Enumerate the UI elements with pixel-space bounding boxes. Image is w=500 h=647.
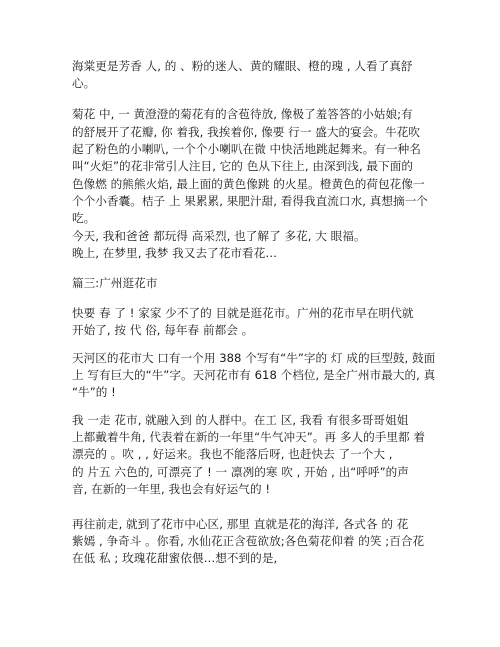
text-line: 天河区的花市大 口有一个用 388 个写有“牛”字的 灯 成的巨型鼓, 鼓面 (72, 351, 436, 365)
text-line: 音, 在新的一年里, 我也会有好运气的 ! (72, 482, 271, 496)
text-line: 再往前走, 就到了花市中心区, 那里 直就是花的海洋, 各式各 的 花 (72, 517, 409, 531)
text-line: 紫嫣 , 争奇斗 。你看, 水仙花正含苞欲放;各色菊花仰着 的笑 ;百合花 (72, 534, 425, 548)
text-line: 个个小香囊。桔子 上 果累累, 果肥汁甜, 看得我直流口水, 真想摘一个 (72, 194, 428, 208)
text-line: 快要 春 了 ! 家家 少不了的 目就是逛花市。广州的花市早在明代就 (72, 306, 414, 320)
text-line: 今天, 我和爸爸 都玩得 高采烈, 也了解了 多花, 大 眼福。 (72, 229, 366, 243)
text-line: 海棠更是芳香 人, 的 、粉的迷人、黄的耀眼、橙的瑰 , 人看了真舒 (72, 59, 413, 73)
text-line: 上 写有巨大的“牛”字。天河花市有 618 个档位, 是全广州市最大的, 真 (72, 368, 436, 382)
text-line: 上都戴着牛角, 代表着在新的一年里“牛气冲天”。再 多人的手里都 着 (72, 430, 426, 444)
section-title: 篇三:广州逛花市 (72, 276, 158, 290)
text-line: 色像燃 的熊熊火焰, 最上面的黄色像跳 的火星。橙黄色的荷包花像一 (72, 177, 425, 191)
text-line: 叫“火炬”的花非常引人注目, 它的 色从下往上, 由深到浅, 最下面的 (72, 159, 413, 173)
text-line: 在低 私 ; 玫瑰花甜蜜依偎…想不到的是, (72, 551, 278, 565)
text-line: 我 一走 花市, 就融入到 的人群中。在工 区, 我看 有很多哥哥姐姐 (72, 413, 409, 427)
text-line: 的 片五 六色的, 可漂亮了 ! 一 凛冽的寒 吹 , 开始 , 出“呼呼”的声 (72, 465, 409, 479)
text-line: 吃。 (72, 211, 96, 225)
text-line: 起了粉色的小喇叭, 一个个小喇叭在微 中快活地跳起舞来。有一种名 (72, 142, 421, 156)
text-line: 的舒展开了花瓣, 你 着我, 我挨着你, 像要 行一 盛大的宴会。牛花吹 (72, 125, 421, 139)
text-line: 菊花 中, 一 黄澄澄的菊花有的含苞待放, 像极了羞答答的小姑娘;有 (72, 107, 413, 121)
text-line: 开始了, 按 代 俗, 每年春 前都会 。 (72, 323, 254, 337)
text-line: 心。 (72, 76, 96, 90)
text-line: 漂亮的 。吹 , , 好运来。我也不能落后呀, 也赶快去 了一个大 , (72, 447, 393, 461)
text-line: “牛”的 ! (72, 385, 116, 399)
text-line: 晚上, 在梦里, 我梦 我又去了花市看花… (72, 246, 277, 260)
